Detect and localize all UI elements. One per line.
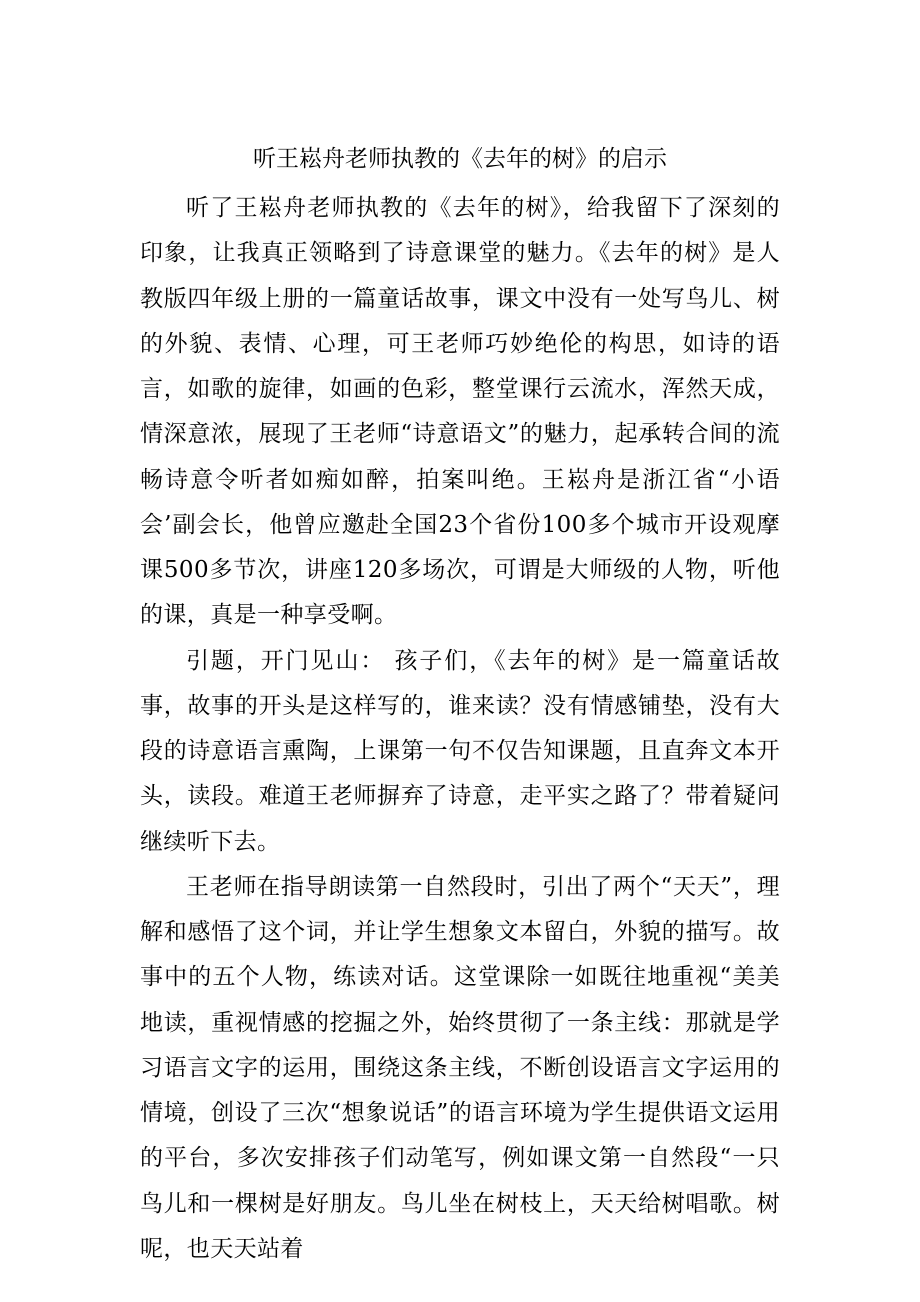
document-body [140,186,780,1272]
paragraph-intro: 听了王崧舟老师执教的《去年的树》，给我留下了深刻的印象，让我真正领略到了诗意课堂的魅力。《去年的树》是人教版四年级上册的一篇童话故事，课文中没有一处写鸟儿、树的外貌、表情、心理，可王老师巧妙绝伦的构思，如诗的语言，如歌的旋律，如画的色彩，整堂课行云流水，浑然天成，情深意浓，展现了王老师“诗意语文”的魅力，起承转合间的流畅诗意令听者如痴如醉，拍案叫绝。王崧舟是浙江省“小语会’副会长，他曾应邀赴全国23个省份100多个城市开设观摩课500多节次，讲座120多场次，可谓是大师级的人物，听他的课，真是一种享受啊。 [140,195,780,629]
paragraph-opening: 引题，开门见山： 孩子们，《去年的树》是一篇童话故事，故事的开头是这样写的，谁来读？没有情感铺垫，没有大段的诗意语言熏陶，上课第一句不仅告知课题，且直奔文本开头，读段。难道王老师摒弃了诗意，走平实之路了？带着疑问继续听下去。 [140,647,780,855]
paragraph-reading-guidance: 王老师在指导朗读第一自然段时，引出了两个“天天”，理解和感悟了这个词，并让学生想象文本留白，外貌的描写。故事中的五个人物，练读对话。这堂课除一如既往地重视“美美地读，重视情感的挖掘之外，始终贯彻了一条主线：那就是学习语言文字的运用，围绕这条主线，不断创设语言文字运用的情境，创设了三次“想象说话”的语言环境为学生提供语文运用的平台，多次安排孩子们动笔写，例如课文第一自然段“一只鸟儿和一棵树是好朋友。鸟儿坐在树枝上，天天给树唱歌。树呢，也天天站着 [140,873,780,1262]
document-title: 听王崧舟老师执教的《去年的树》的启示 [253,146,667,172]
